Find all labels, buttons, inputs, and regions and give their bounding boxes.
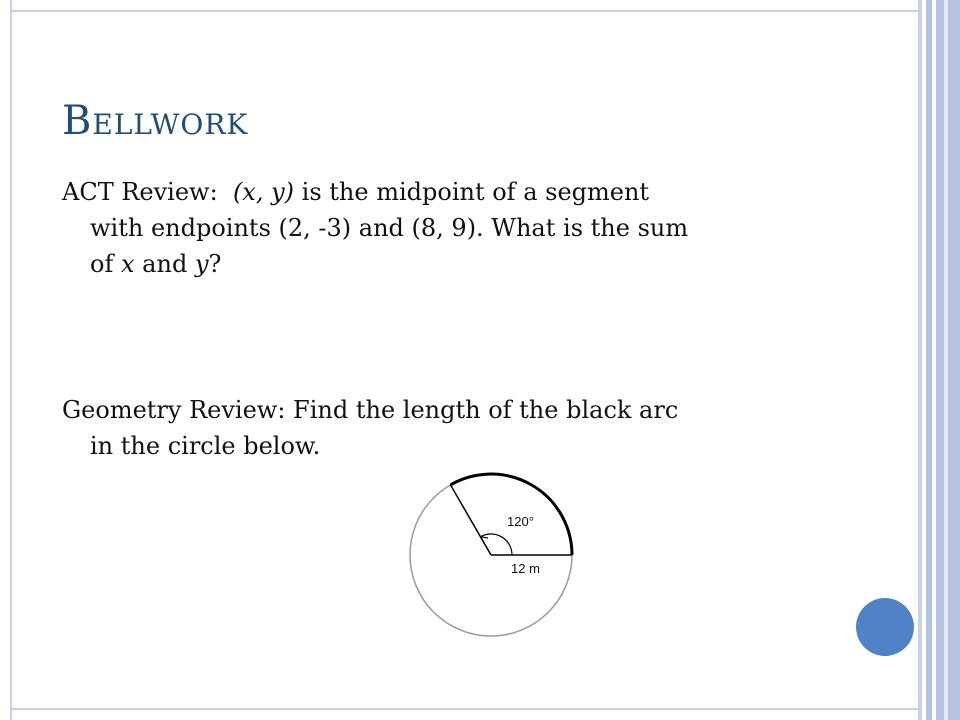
act-line3 xyxy=(62,246,822,282)
decor-stripe xyxy=(918,0,922,720)
act-line2-text: with endpoints (2, -3) and (8, 9). What is the sum xyxy=(90,214,689,242)
angle-label: 120° xyxy=(507,514,534,529)
decor-stripe xyxy=(936,0,944,720)
decor-blue-circle xyxy=(856,598,914,656)
decor-stripe xyxy=(926,0,932,720)
act-and: and xyxy=(142,250,188,278)
geometry-line1: Geometry Review: Find the length of the black arc xyxy=(62,396,679,424)
act-var-x: x xyxy=(120,250,135,278)
act-label: ACT Review: xyxy=(62,178,218,206)
radius-label: 12 m xyxy=(511,561,540,576)
act-variable-xy: (x, y) xyxy=(232,178,295,206)
frame-line-bottom xyxy=(10,708,920,710)
act-review-paragraph xyxy=(62,174,822,282)
slide-title: Bellwork xyxy=(62,98,249,144)
act-question-mark: ? xyxy=(208,250,222,278)
act-var-y: y xyxy=(194,250,209,278)
frame-line-top xyxy=(10,10,920,12)
geometry-review-paragraph xyxy=(62,392,822,464)
act-of: of xyxy=(90,250,114,278)
geometry-line2: in the circle below. xyxy=(90,432,321,460)
frame-line-left xyxy=(10,0,12,720)
decor-stripe xyxy=(948,0,960,720)
circle-arc-figure xyxy=(400,466,590,646)
radius-angled xyxy=(451,485,492,555)
act-line1-text: is the midpoint of a segment xyxy=(301,178,650,206)
